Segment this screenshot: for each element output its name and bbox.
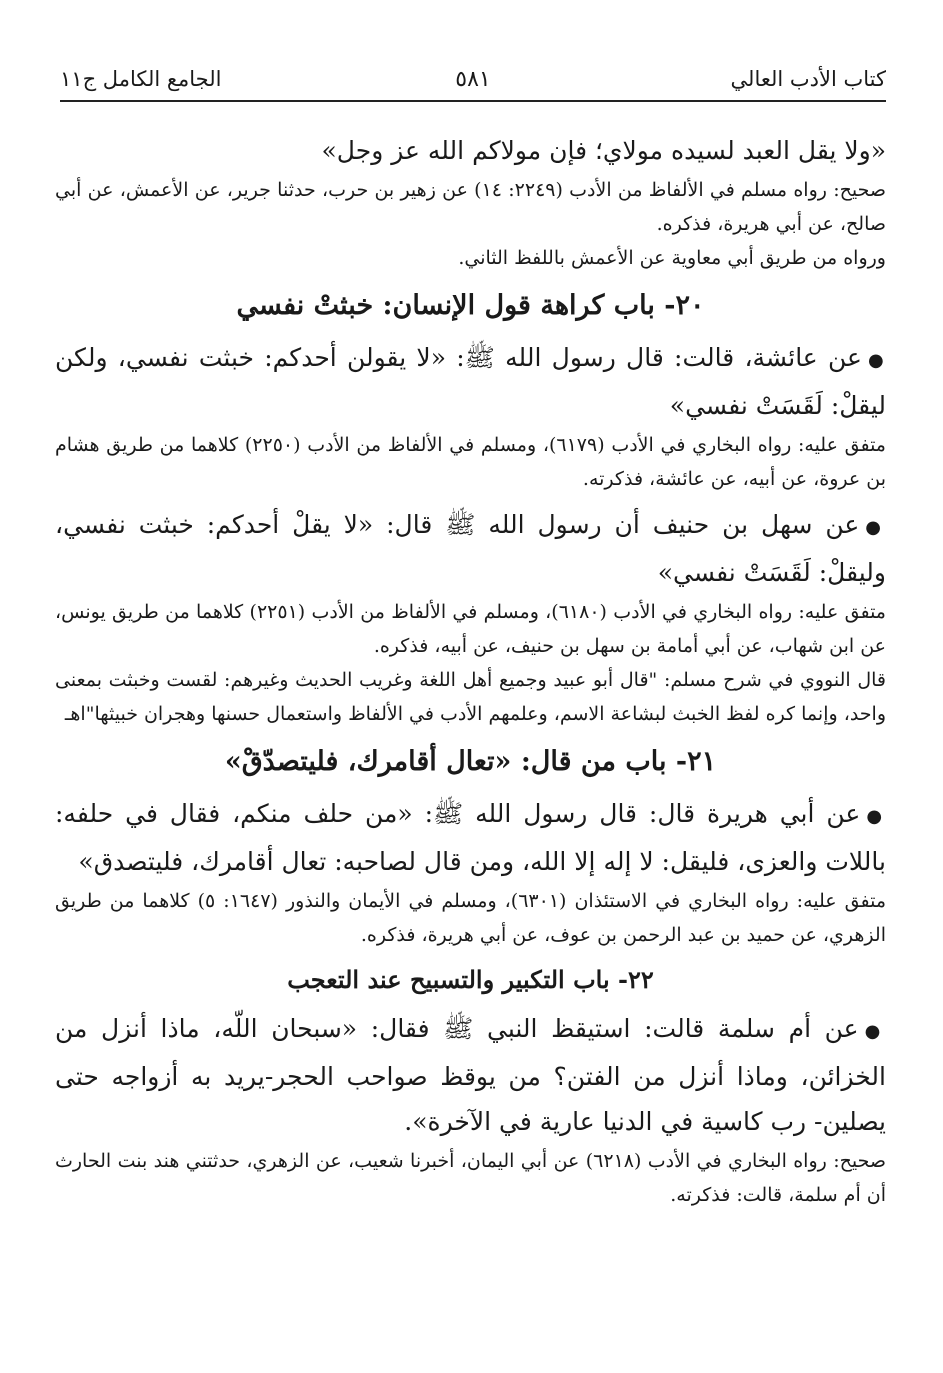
hadith-text: «ولا يقل العبد لسيده مولاي؛ فإن مولاكم الله عز وجل»: [321, 136, 886, 165]
bullet-icon: ●: [865, 517, 886, 538]
hadith-body: عن عائشة، قالت: قال رسول الله ﷺ: «لا يقولن أحدكم: خبثت نفسي، ولكن ليقلْ: لَقَسَتْ نفسي»: [55, 343, 886, 420]
takhrij-note: صحيح: رواه مسلم في الألفاظ من الأدب (٢٢٤٩: ١٤) عن زهير بن حرب، حدثنا جرير، عن الأعمش، عن أبي صالح، عن أبي هريرة، فذكره.: [55, 179, 886, 235]
running-header: [60, 58, 886, 102]
bullet-icon: ●: [866, 806, 886, 827]
book-title: كتاب الأدب العالي: [730, 67, 886, 91]
commentary-note: قال النووي في شرح مسلم: "قال أبو عبيد وجميع أهل اللغة وغريب الحديث وغيرهم: لقست وخبثت بمعنى واحد، وإنما كره لفظ الخبث لبشاعة الاسم، وعلمهم الأدب في الألفاظ واستعمال حسنها وهجران خبيثها"اهـ: [55, 669, 886, 725]
volume-title: الجامع الكامل ج١١: [60, 67, 222, 91]
takhrij-note: صحيح: رواه البخاري في الأدب (٦٢١٨) عن أبي اليمان، أخبرنا شعيب، عن الزهري، حدثتني هند بنت الحارث أن أم سلمة، قالت: فذكرته.: [55, 1150, 886, 1206]
chapter-title-20: ٢٠- باب كراهة قول الإنسان: خبثتْ نفسي: [236, 290, 705, 321]
takhrij-note: متفق عليه: رواه البخاري في الاستئذان (٦٣٠١)، ومسلم في الأيمان والنذور (١٦٤٧: ٥) كلاهما من طريق الزهري، عن حميد بن عبد الرحمن بن عوف، عن أبي هريرة، فذكره.: [55, 890, 887, 946]
page-body: [55, 128, 886, 1212]
hadith-text: [55, 1006, 886, 1144]
bullet-icon: ●: [864, 1021, 886, 1042]
bullet-icon: ●: [867, 350, 886, 371]
hadith-text: [55, 791, 886, 884]
hadith-body: عن أم سلمة قالت: استيقظ النبي ﷺ فقال: «سبحان اللّه، ماذا أنزل من الخزائن، وماذا أنزل من الفتن؟ من يوقظ صواحب الحجر-يريد به أزواجه حتى يصلين- رب كاسية في الدنيا عارية في الآخرة».: [55, 1014, 886, 1136]
hadith-body: عن سهل بن حنيف أن رسول الله ﷺ قال: «لا يقلْ أحدكم: خبثت نفسي، وليقلْ: لَقَسَتْ نفسي»: [55, 510, 886, 587]
takhrij-note: متفق عليه: رواه البخاري في الأدب (٦١٨٠)، ومسلم في الألفاظ من الأدب (٢٢٥١) كلاهما من طريق يونس، عن ابن شهاب، عن أبي أمامة بن سهل بن حنيف، عن أبيه، فذكره.: [55, 601, 886, 657]
hadith-body: عن أبي هريرة قال: قال رسول الله ﷺ: «من حلف منكم، فقال في حلفه: باللات والعزى، فليقل: لا إله إلا الله، ومن قال لصاحبه: تعال أقامرك، فليتصدق»: [55, 799, 886, 876]
chapter-title-21: ٢١- باب من قال: «تعال أقامرك، فليتصدّقْ»: [224, 746, 717, 777]
hadith-text: [55, 502, 886, 595]
hadith-text: [55, 335, 886, 428]
page-number: ٥٨١: [455, 66, 491, 92]
takhrij-note: متفق عليه: رواه البخاري في الأدب (٦١٧٩)، ومسلم في الألفاظ من الأدب (٢٢٥٠) كلاهما من طريق هشام بن عروة، عن أبيه، عن عائشة، فذكرته.: [55, 434, 886, 490]
takhrij-note: ورواه من طريق أبي معاوية عن الأعمش باللفظ الثاني.: [458, 247, 886, 269]
chapter-title-22: ٢٢- باب التكبير والتسبيح عند التعجب: [287, 965, 654, 994]
